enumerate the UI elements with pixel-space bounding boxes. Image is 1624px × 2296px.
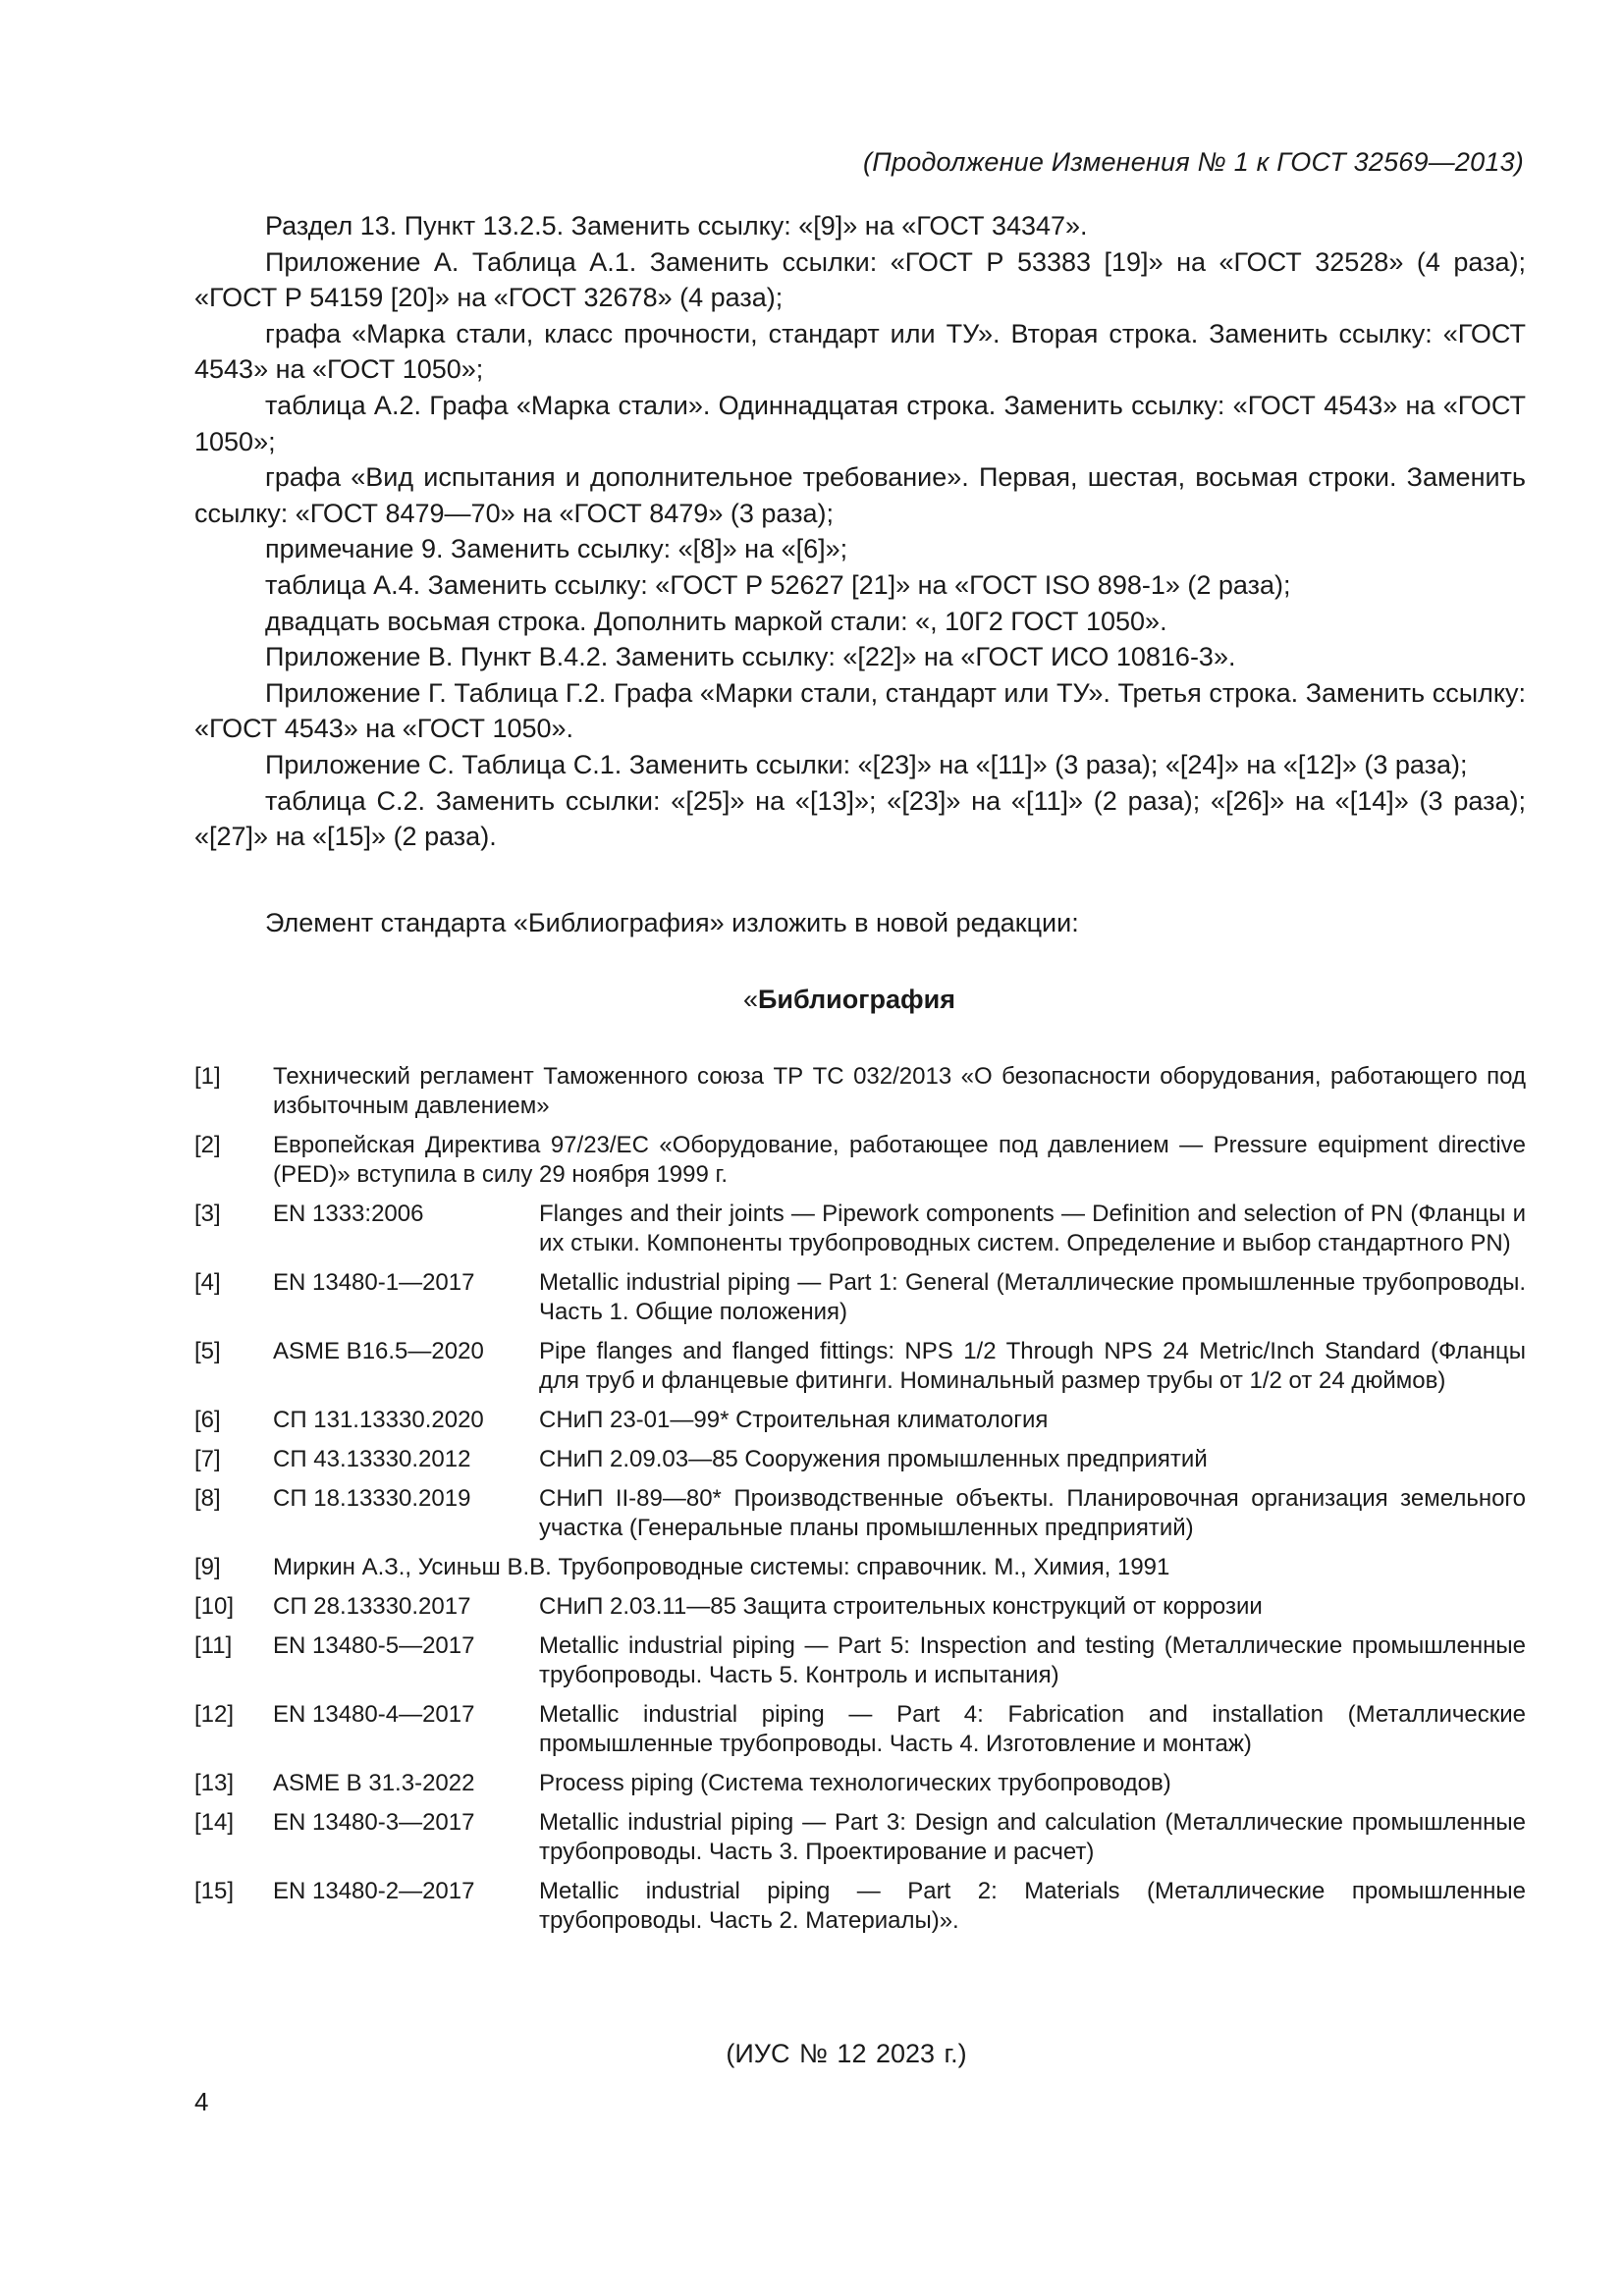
bibliography-heading: Библиография <box>758 985 955 1014</box>
entry-description: Flanges and their joints — Pipework components — Definition and selection of PN (Фланцы и их стыки. Компоненты трубопроводных систем. Определение и выбор стандартного PN) <box>539 1201 1526 1256</box>
entry-code: ASME B 31.3-2022 <box>273 1770 475 1796</box>
entry-text: Европейская Директива 97/23/ЕС «Оборудование, работающее под давлением — Pressure equipment directive (PED)» вступила в силу 29 ноября 1999 г. <box>273 1132 1526 1188</box>
bibliography-entry <box>194 1062 1526 1121</box>
bibliography-entry <box>194 1877 1526 1936</box>
entry-code: СП 18.13330.2019 <box>273 1485 471 1512</box>
paragraph: таблица А.2. Графа «Марка стали». Одиннадцатая строка. Заменить ссылку: «ГОСТ 4543» на «ГОСТ 1050»; <box>194 390 1526 456</box>
entry-number: [12] <box>194 1701 235 1728</box>
entry-number: [11] <box>194 1632 233 1659</box>
entry-number: [1] <box>194 1063 221 1090</box>
paragraph: Приложение А. Таблица А.1. Заменить ссылки: «ГОСТ Р 53383 [19]» на «ГОСТ 32528» (4 раза); «ГОСТ Р 54159 [20]» на «ГОСТ 32678» (4 раза); <box>194 246 1526 313</box>
paragraph: Приложение В. Пункт В.4.2. Заменить ссылку: «[22]» на «ГОСТ ИСО 10816-3». <box>265 642 1236 672</box>
entry-description: СНиП 23-01—99* Строительная климатология <box>539 1407 1049 1433</box>
bibliography-entry <box>194 1445 1526 1474</box>
entry-description: Metallic industrial piping — Part 1: General (Металлические промышленные трубопроводы. Часть 1. Общие положения) <box>539 1269 1526 1325</box>
bibliography-entry <box>194 1484 1526 1543</box>
entry-number: [13] <box>194 1770 235 1796</box>
paragraph: таблица А.4. Заменить ссылку: «ГОСТ Р 52627 [21]» на «ГОСТ ISO 898-1» (2 раза); <box>265 569 1291 600</box>
entry-number: [10] <box>194 1593 235 1620</box>
entry-text: Миркин А.З., Усиньш В.В. Трубопроводные системы: справочник. М., Химия, 1991 <box>273 1554 1170 1580</box>
entry-code: СП 131.13330.2020 <box>273 1407 484 1433</box>
opening-quote: « <box>742 985 759 1014</box>
paragraph: примечание 9. Заменить ссылку: «[8]» на «[6]»; <box>265 534 848 564</box>
paragraph: Приложение С. Таблица С.1. Заменить ссылки: «[23]» на «[11]» (3 раза); «[24]» на «[12]» (3 раза); <box>265 749 1468 779</box>
entry-code: EN 13480-4—2017 <box>273 1701 475 1728</box>
bibliography-entry <box>194 1131 1526 1190</box>
entry-code: EN 1333:2006 <box>273 1201 424 1227</box>
bibliography-entry <box>194 1700 1526 1759</box>
entry-code: СП 43.13330.2012 <box>273 1446 471 1472</box>
bibliography-entry <box>194 1592 1526 1622</box>
entry-number: [6] <box>194 1407 221 1433</box>
element-instruction: Элемент стандарта «Библиография» изложить в новой редакции: <box>265 908 1079 937</box>
bibliography-list <box>194 1062 1526 1946</box>
entry-number: [7] <box>194 1446 221 1472</box>
bibliography-entry <box>194 1631 1526 1690</box>
paragraph: графа «Вид испытания и дополнительное требование». Первая, шестая, восьмая строки. Заменить ссылку: «ГОСТ 8479—70» на «ГОСТ 8479» (3 раза); <box>194 462 1526 528</box>
entry-number: [9] <box>194 1554 221 1580</box>
entry-number: [3] <box>194 1201 221 1227</box>
entry-description: СНиП 2.03.11—85 Защита строительных конструкций от коррозии <box>539 1593 1263 1620</box>
entry-text: Технический регламент Таможенного союза ТР ТС 032/2013 «О безопасности оборудования, работающего под избыточным давлением» <box>273 1063 1526 1119</box>
entry-description: Metallic industrial piping — Part 3: Design and calculation (Металлические промышленные трубопроводы. Часть 3. Проектирование и расчет) <box>539 1809 1526 1865</box>
entry-code: EN 13480-3—2017 <box>273 1809 475 1836</box>
entry-number: [2] <box>194 1132 221 1158</box>
paragraph: Раздел 13. Пункт 13.2.5. Заменить ссылку: «[9]» на «ГОСТ 34347». <box>265 211 1088 240</box>
entry-description: Process piping (Система технологических трубопроводов) <box>539 1770 1171 1796</box>
bibliography-entry <box>194 1808 1526 1867</box>
amendment-text <box>194 208 1526 855</box>
bibliography-entry <box>194 1769 1526 1798</box>
entry-code: EN 13480-2—2017 <box>273 1878 475 1904</box>
bibliography-entry <box>194 1406 1526 1435</box>
bibliography-entry <box>194 1268 1526 1327</box>
entry-code: EN 13480-5—2017 <box>273 1632 475 1659</box>
page-number: 4 <box>194 2087 209 2116</box>
entry-description: СНиП 2.09.03—85 Сооружения промышленных предприятий <box>539 1446 1208 1472</box>
bibliography-entry <box>194 1553 1526 1582</box>
bibliography-entry <box>194 1200 1526 1258</box>
entry-description: Metallic industrial piping — Part 2: Materials (Металлические промышленные трубопроводы. Часть 2. Материалы)». <box>539 1878 1526 1934</box>
paragraph: графа «Марка стали, класс прочности, стандарт или ТУ». Вторая строка. Заменить ссылку: «ГОСТ 4543» на «ГОСТ 1050»; <box>194 318 1526 385</box>
entry-code: EN 13480-1—2017 <box>273 1269 475 1296</box>
page-header: (Продолжение Изменения № 1 к ГОСТ 32569—2013) <box>863 147 1524 177</box>
entry-number: [15] <box>194 1878 235 1904</box>
paragraph: таблица С.2. Заменить ссылки: «[25]» на «[13]»; «[23]» на «[11]» (2 раза); «[26]» на «[14]» (3 раза); «[27]» на «[15]» (2 раза). <box>194 785 1526 852</box>
entry-number: [8] <box>194 1485 221 1512</box>
entry-number: [14] <box>194 1809 235 1836</box>
paragraph: двадцать восьмая строка. Дополнить маркой стали: «, 10Г2 ГОСТ 1050». <box>265 606 1167 636</box>
entry-number: [5] <box>194 1338 221 1364</box>
entry-description: Metallic industrial piping — Part 4: Fabrication and installation (Металлические промышленные трубопроводы. Часть 4. Изготовление и монтаж) <box>539 1701 1526 1757</box>
entry-number: [4] <box>194 1269 221 1296</box>
ius-reference: (ИУС № 12 2023 г.) <box>726 2039 967 2068</box>
paragraph: Приложение Г. Таблица Г.2. Графа «Марки стали, стандарт или ТУ». Третья строка. Заменить ссылку: «ГОСТ 4543» на «ГОСТ 1050». <box>194 677 1526 744</box>
entry-description: СНиП II-89—80* Производственные объекты. Планировочная организация земельного участка (Генеральные планы промышленных предприятий) <box>539 1485 1526 1541</box>
entry-description: Metallic industrial piping — Part 5: Inspection and testing (Металлические промышленные трубопроводы. Часть 5. Контроль и испытания) <box>539 1632 1526 1688</box>
entry-code: ASME B16.5—2020 <box>273 1338 484 1364</box>
bibliography-entry <box>194 1337 1526 1396</box>
entry-code: СП 28.13330.2017 <box>273 1593 471 1620</box>
entry-description: Pipe flanges and flanged fittings: NPS 1/2 Through NPS 24 Metric/Inch Standard (Фланцы для труб и фланцевые фитинги. Номинальный размер трубы от 1/2 от 24 дюймов) <box>539 1338 1526 1394</box>
bibliography-title <box>0 985 1624 1015</box>
